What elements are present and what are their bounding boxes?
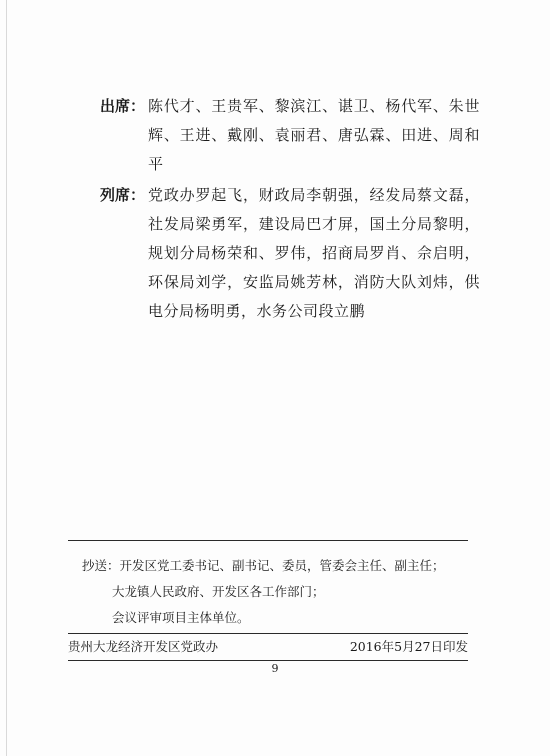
- issue-row: [68, 634, 468, 660]
- present-label: 出席：: [100, 97, 146, 115]
- cc-line-3: 会议评审项目主体单位。: [112, 610, 250, 625]
- observers-names: 党政办罗起飞，财政局李朝强，经发局蔡文磊，社发局梁勇军，建设局巴才屏，国土分局黎明，规划分局杨荣和、罗伟，招商局罗肖、佘启明，环保局刘学，安监局姚芳林，消防大队刘炜，供电分局杨明勇，水务公司段立鹏: [148, 186, 480, 320]
- issuer: 贵州大龙经济开发区党政办: [68, 639, 219, 654]
- page-number: 9: [271, 662, 279, 675]
- distribution-block: [68, 540, 468, 661]
- observers-row: [100, 181, 480, 326]
- cc-line-1: 抄送：开发区党工委书记、副书记、委员，管委会主任、副主任；: [82, 558, 445, 573]
- scan-edge: [6, 0, 7, 756]
- bottom-divider: [68, 660, 468, 661]
- cc-lines: [68, 541, 468, 633]
- present-row: [100, 92, 480, 179]
- attendance-section: [100, 92, 480, 328]
- cc-line-2: 大龙镇人民政府、开发区各工作部门；: [112, 584, 325, 599]
- observers-label: 列席：: [100, 186, 146, 204]
- present-names: 陈代才、王贵军、黎滨江、谌卫、杨代军、朱世辉、王进、戴刚、袁丽君、唐弘霖、田进、周和平: [148, 97, 480, 173]
- issue-date: 2016年5月27日印发: [349, 639, 468, 654]
